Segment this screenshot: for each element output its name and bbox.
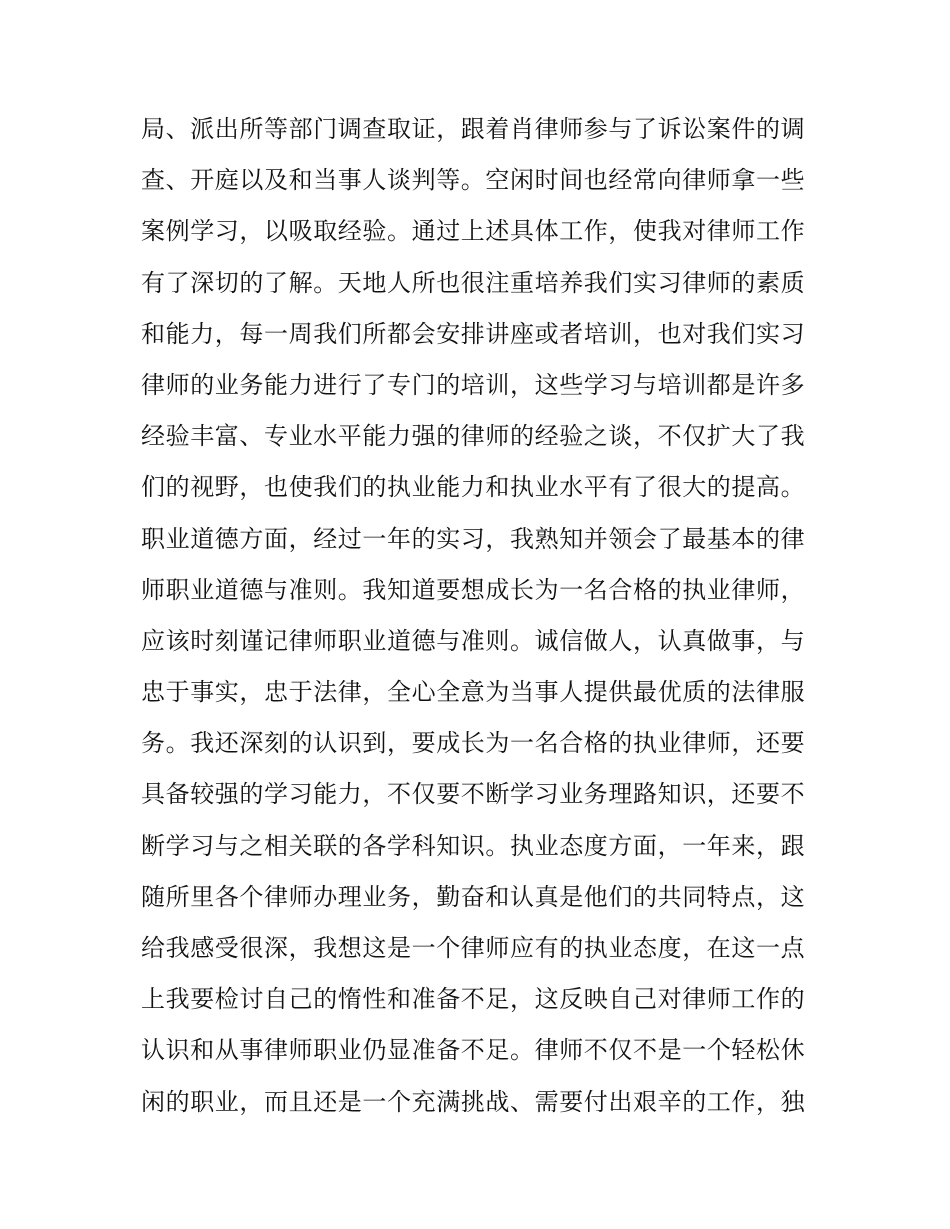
body-text — [141, 104, 821, 1128]
text-line: 局、派出所等部门调查取证，跟着肖律师参与了诉讼案件的调 — [141, 115, 806, 143]
text-line: 有了深切的了解。天地人所也很注重培养我们实习律师的素质 — [141, 268, 806, 297]
text-line: 随所里各个律师办理业务，勤奋和认真是他们的共同特点，这 — [141, 882, 806, 911]
text-line: 们的视野，也使我们的执业能力和执业水平有了很大的提高。 — [141, 473, 806, 502]
text-line: 律师的业务能力进行了专门的培训，这些学习与培训都是许多 — [141, 370, 806, 399]
text-line: 和能力，每一周我们所都会安排讲座或者培训，也对我们实习 — [141, 319, 806, 348]
text-line: 具备较强的学习能力，不仅要不断学习业务理路知识，还要不 — [141, 780, 806, 809]
text-line: 应该时刻谨记律师职业道德与准则。诚信做人，认真做事，与 — [141, 626, 806, 655]
text-line: 给我感受很深，我想这是一个律师应有的执业态度，在这一点 — [141, 934, 806, 962]
text-line: 职业道德方面，经过一年的实习，我熟知并领会了最基本的律 — [141, 524, 806, 553]
text-line: 断学习与之相关联的各学科知识。执业态度方面，一年来，跟 — [141, 831, 806, 860]
text-line: 查、开庭以及和当事人谈判等。空闲时间也经常向律师拿一些 — [141, 166, 806, 195]
text-line: 经验丰富、专业水平能力强的律师的经验之谈，不仅扩大了我 — [141, 422, 806, 451]
text-line: 师职业道德与准则。我知道要想成长为一名合格的执业律师， — [141, 575, 806, 604]
text-line: 认识和从事律师职业仍显准备不足。律师不仅不是一个轻松休 — [141, 1036, 806, 1065]
text-line: 闲的职业，而且还是一个充满挑战、需要付出艰辛的工作，独 — [141, 1087, 806, 1116]
text-line: 案例学习，以吸取经验。通过上述具体工作，使我对律师工作 — [141, 217, 806, 246]
text-line: 忠于事实，忠于法律，全心全意为当事人提供最优质的法律服 — [141, 678, 806, 707]
text-line: 上我要检讨自己的惰性和准备不足，这反映自己对律师工作的 — [141, 985, 806, 1014]
text-line: 务。我还深刻的认识到，要成长为一名合格的执业律师，还要 — [141, 729, 806, 758]
